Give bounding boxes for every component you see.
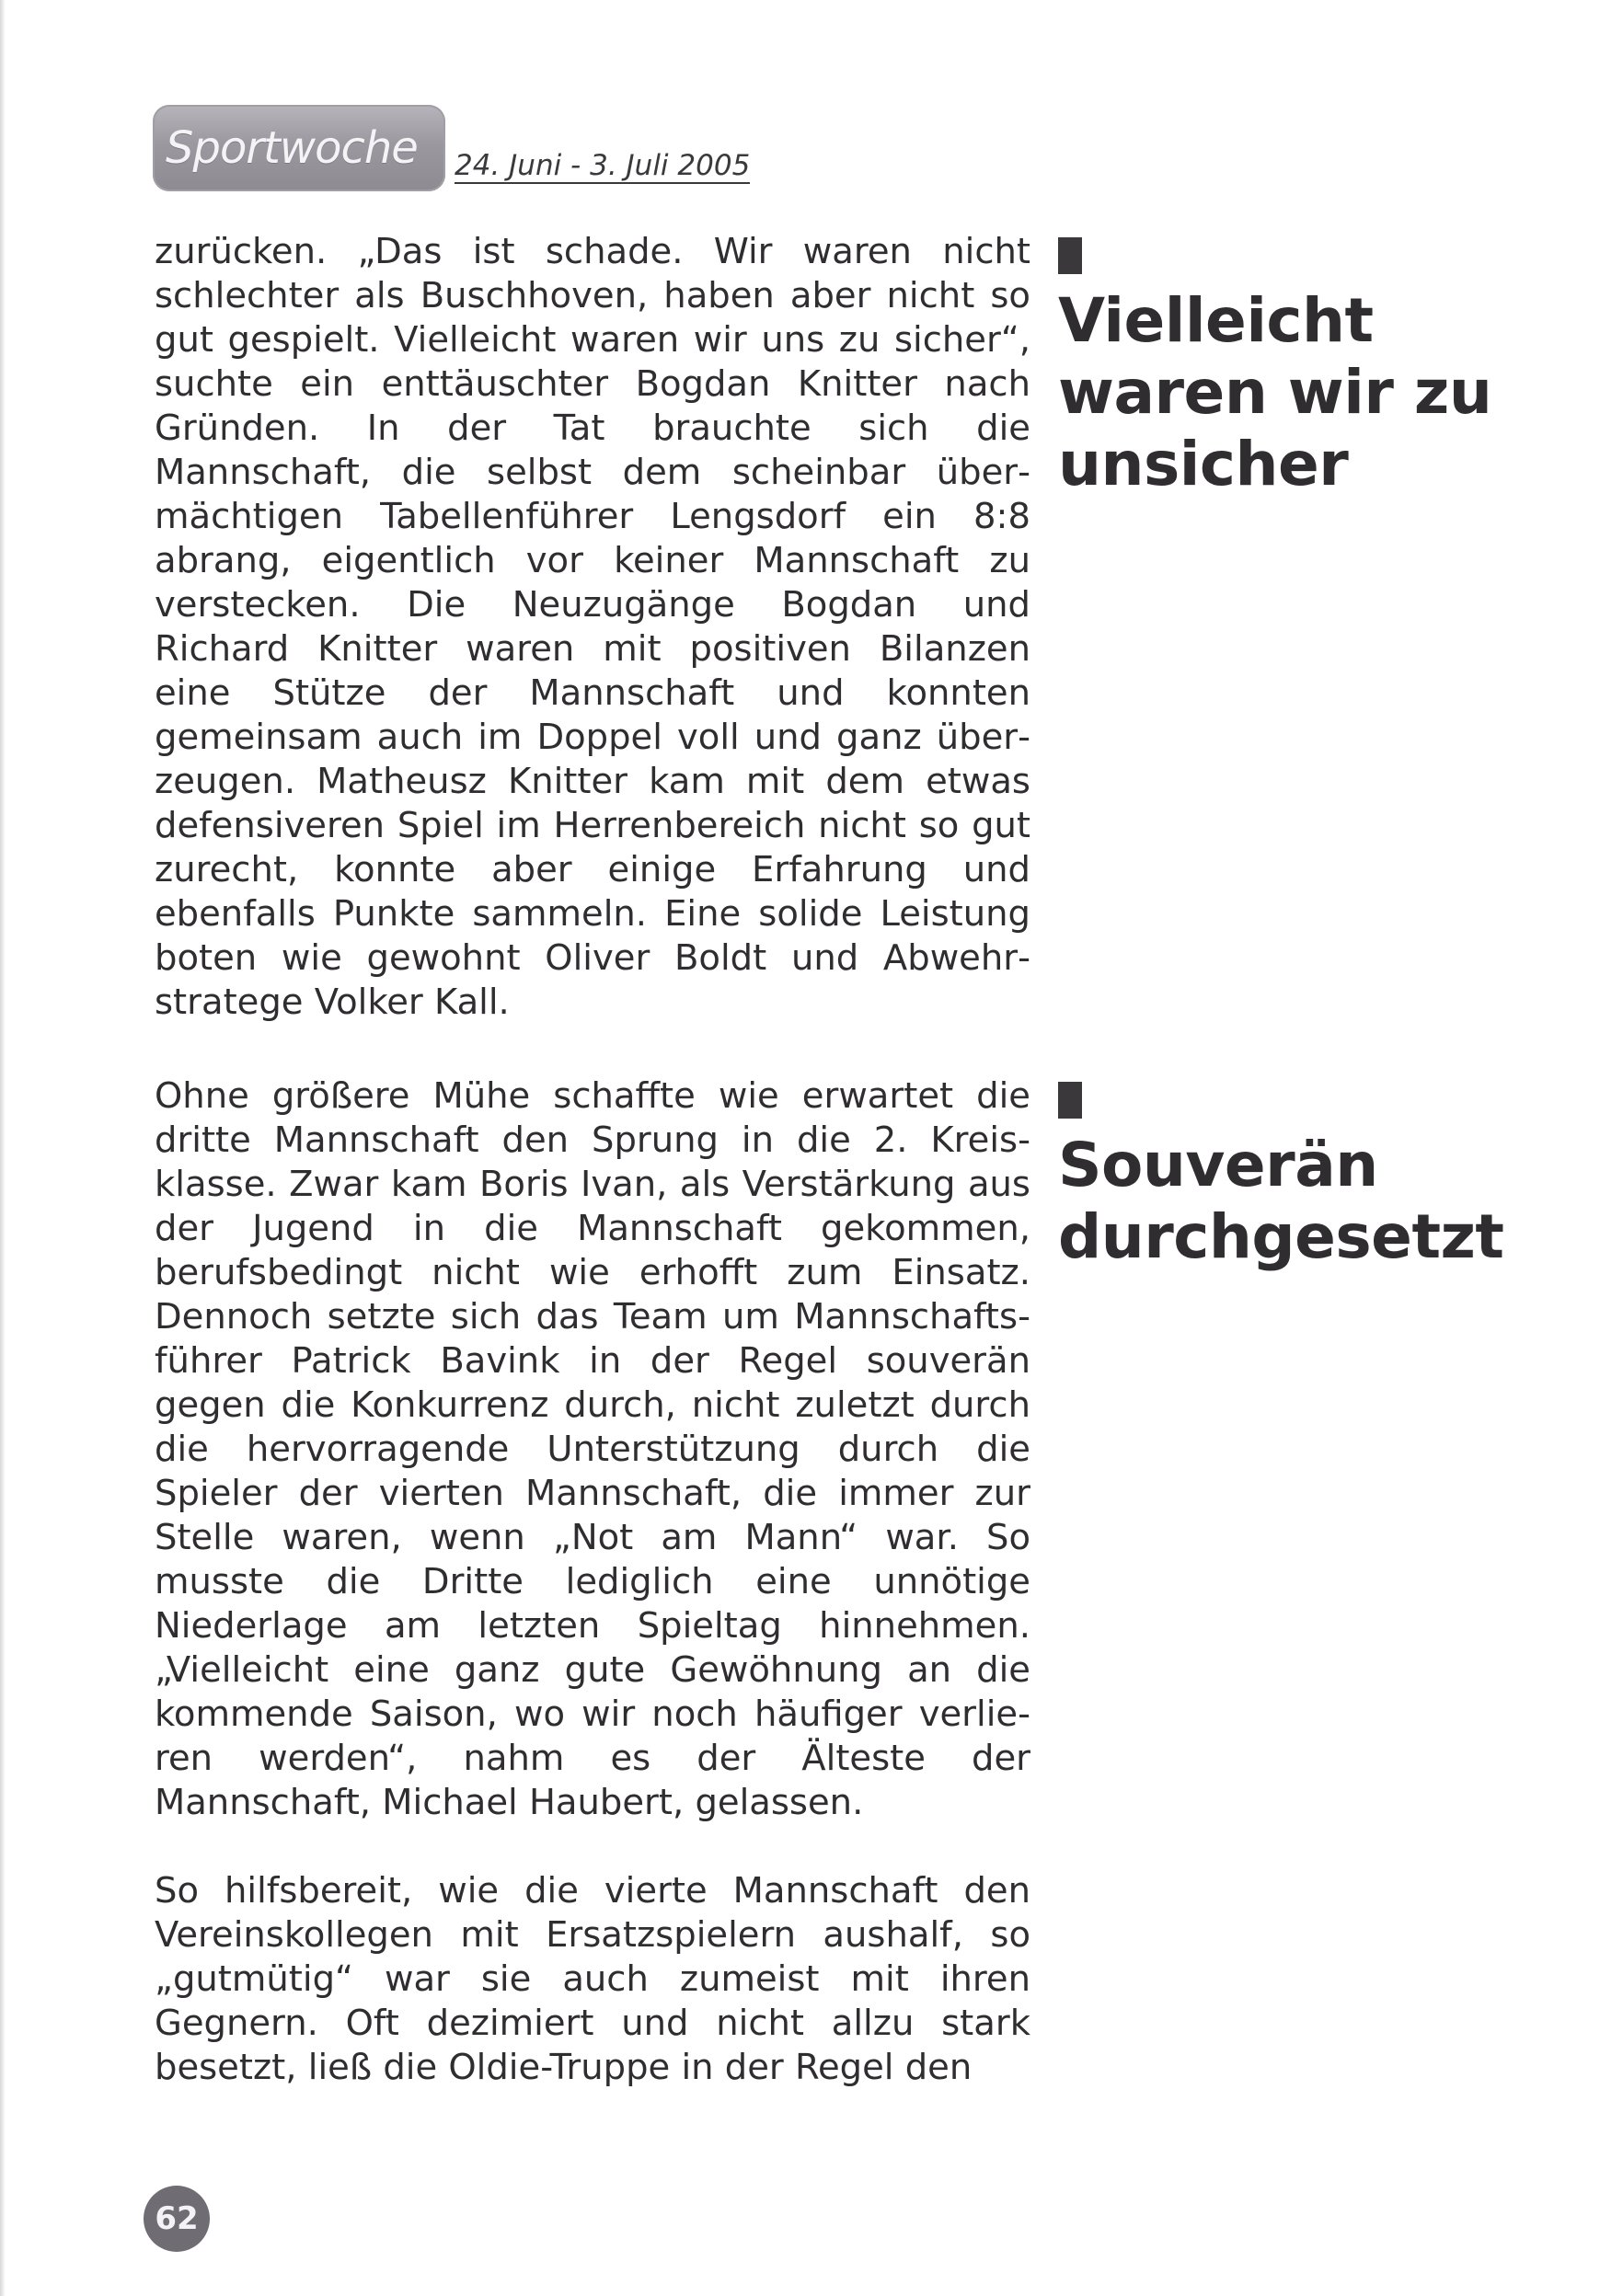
- page-edge-shadow: [0, 0, 6, 2296]
- article-paragraph-2: Ohne größere Mühe schaffte wie erwartet die dritte Mannschaft den Sprung in die 2. Kreisklasse. Zwar kam Boris Ivan, als Verstärkung aus der Jugend in die Mannschaft gekommen, berufsbedingt nicht wie erhofft zum Einsatz. Dennoch setzte sich das Team um Mannschaftsführer Patrick Bavink in der Regel souverän gegen die Konkurrenz durch, nicht zuletzt durch die hervorragende Unterstützung durch die Spieler der vierten Mannschaft, die immer zur Stelle waren, wenn „Not am Mann“ war. So musste die Dritte lediglich eine unnötige Niederlage am letzten Spieltag hinnehmen. „Vielleicht eine ganz gute Gewöhnung an die kommende Saison, wo wir noch häufiger verlieren werden“, nahm es der Älteste der Mannschaft, Michael Haubert, gelassen.: [155, 1075, 1030, 1823]
- page-number-badge: 62: [144, 2186, 210, 2252]
- brand-name: Sportwoche: [166, 122, 418, 174]
- side-heading-title: Souverän durchgesetzt: [1058, 1130, 1504, 1272]
- page-header: [153, 103, 750, 191]
- square-bullet-icon: [1058, 1082, 1082, 1119]
- article-paragraph-3: So hilfsbereit, wie die vierte Mannschaft den Vereinskollegen mit Ersatzspielern aushalf, so „gutmütig“ war sie auch zumeist mit ihren Gegnern. Oft dezimiert und nicht allzu stark besetzt, ließ die Oldie-Truppe in der Regel den: [155, 1870, 1030, 2088]
- side-heading-1: [1058, 237, 1592, 500]
- side-heading-2: [1058, 1082, 1592, 1273]
- issue-date: 24. Juni - 3. Juli 2005: [455, 149, 751, 182]
- side-heading-title: Vielleicht waren wir zu unsicher: [1058, 285, 1492, 499]
- article-paragraph-1: zurücken. „Das ist schade. Wir waren nicht schlechter als Buschhoven, haben aber nicht so gut gespielt. Vielleicht waren wir uns zu sicher“, suchte ein enttäuschter Bogdan Knitter nach Gründen. In der Tat brauchte sich die Mannschaft, die selbst dem scheinbar übermächtigen Tabellenführer Lengsdorf ein 8:8 abrang, eigentlich vor keiner Mannschaft zu verstecken. Die Neuzugänge Bogdan und Richard Knitter waren mit positiven Bilanzen eine Stütze der Mannschaft und konnten gemeinsam auch im Doppel voll und ganz überzeugen. Matheusz Knitter kam mit dem etwas defensiveren Spiel im Herrenbereich nicht so gut zurecht, konnte aber einige Erfahrung und ebenfalls Punkte sammeln. Eine solide Leistung boten wie gewohnt Oliver Boldt und Abwehrstratege Volker Kall.: [155, 231, 1030, 1023]
- sportwoche-logo: [153, 105, 445, 191]
- square-bullet-icon: [1058, 237, 1082, 274]
